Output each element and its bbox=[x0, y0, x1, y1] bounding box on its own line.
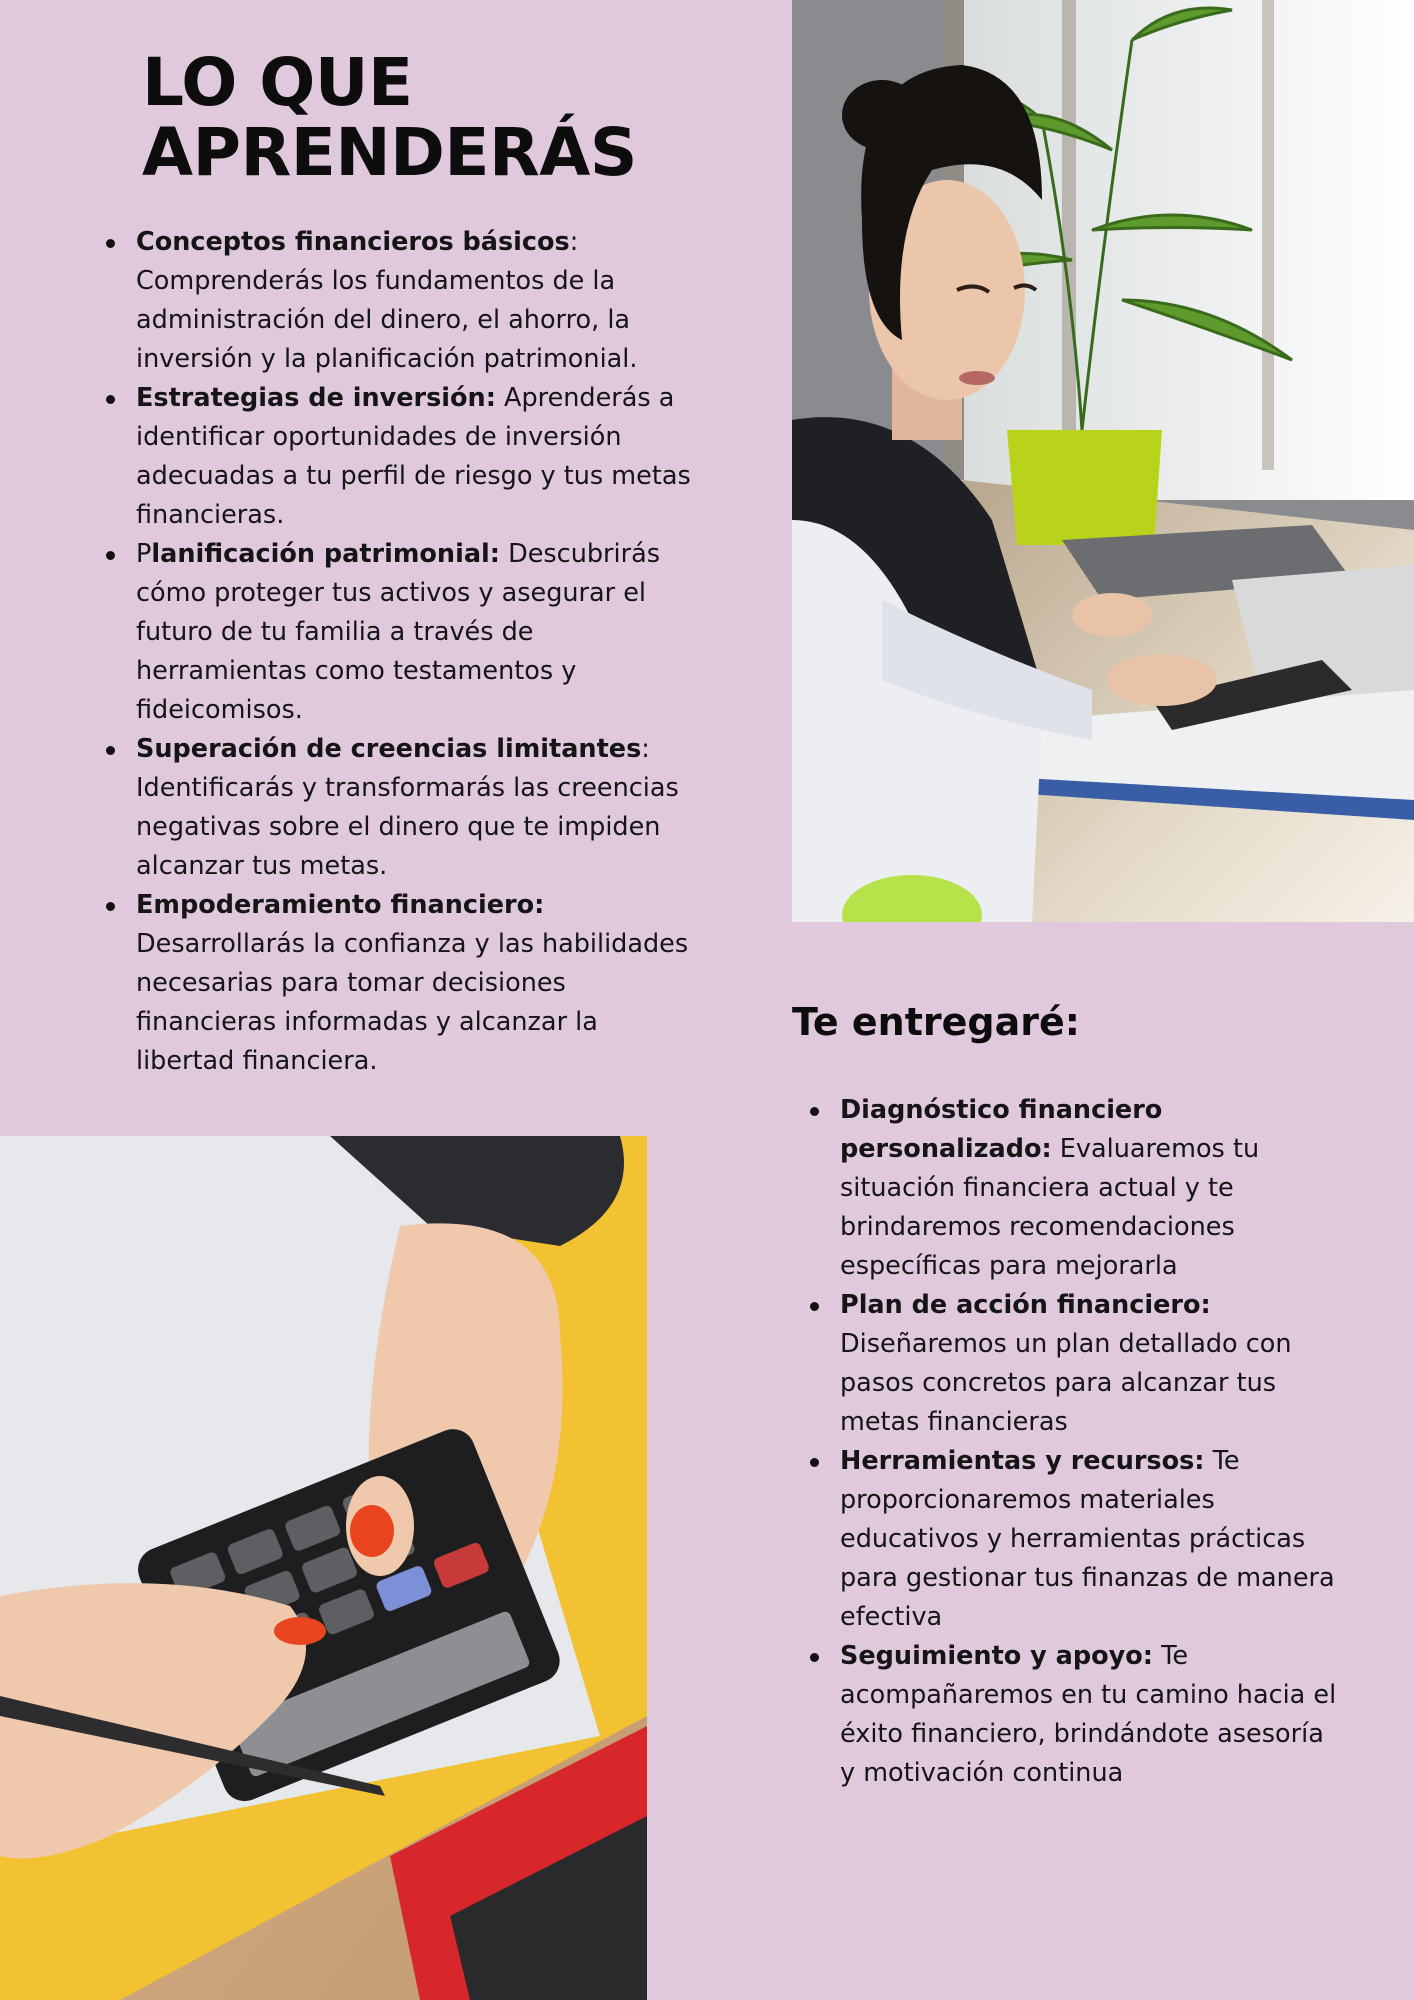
learn-item-bold: Empoderamiento financiero: bbox=[136, 890, 545, 920]
deliver-title: Te entregaré: bbox=[792, 1000, 1080, 1044]
deliver-item-bold: Seguimiento y apoyo: bbox=[840, 1641, 1153, 1671]
title-line-2: APRENDERÁS bbox=[142, 114, 637, 191]
learn-item-planning bbox=[102, 535, 702, 730]
learn-item-bold: Superación de creencias limitantes bbox=[136, 734, 642, 764]
photo-woman-calculator-illustration bbox=[792, 0, 1414, 922]
learn-item-text: : Comprenderás los fundamentos de la administración del dinero, el ahorro, la inversión y la planificación patrimonial. bbox=[136, 227, 638, 374]
learn-item-text: Aprenderás a identificar oportunidades de inversión adecuadas a tu perfil de riesgo y tus metas financieras. bbox=[136, 383, 691, 530]
learn-item-beliefs bbox=[102, 730, 702, 886]
deliver-item-text: Te proporcionaremos materiales educativos y herramientas prácticas para gestionar tus finanzas de manera efectiva bbox=[840, 1446, 1335, 1632]
deliver-item-text: Diseñaremos un plan detallado con pasos concretos para alcanzar tus metas financieras bbox=[840, 1329, 1292, 1437]
learn-item-empowerment bbox=[102, 886, 702, 1081]
learn-item-bold: Estrategias de inversión: bbox=[136, 383, 496, 413]
learn-item-text: Descubrirás cómo proteger tus activos y asegurar el futuro de tu familia a través de herramientas como testamentos y fideicomisos. bbox=[136, 539, 661, 725]
learn-item-bold: lanificación patrimonial: bbox=[151, 539, 500, 569]
learn-item-bold: Conceptos financieros básicos bbox=[136, 227, 570, 257]
deliver-item-tools bbox=[806, 1442, 1346, 1637]
deliver-item-text: Te acompañaremos en tu camino hacia el éxito financiero, brindándote asesoría y motivación continua bbox=[840, 1641, 1337, 1788]
learn-item-text: Desarrollarás la confianza y las habilidades necesarias para tomar decisiones financieras informadas y alcanzar la libertad financiera. bbox=[136, 929, 689, 1076]
learn-item-basics bbox=[102, 223, 702, 379]
learn-item-text: : Identificarás y transformarás las creencias negativas sobre el dinero que te impiden alcanzar tus metas. bbox=[136, 734, 679, 881]
learn-list bbox=[102, 223, 702, 1081]
photo-hands-calculator bbox=[0, 1136, 647, 2000]
deliver-item-bold: Diagnóstico financiero personalizado: bbox=[840, 1095, 1163, 1164]
page-title bbox=[142, 44, 762, 191]
photo-woman-calculator bbox=[792, 0, 1414, 922]
title-line-1: LO QUE bbox=[142, 44, 413, 121]
learn-item-prefix: P bbox=[136, 539, 152, 569]
deliver-list bbox=[806, 1091, 1346, 1793]
deliver-item-bold: Herramientas y recursos: bbox=[840, 1446, 1205, 1476]
deliver-item-diagnosis bbox=[806, 1091, 1346, 1286]
learn-item-investment bbox=[102, 379, 702, 535]
deliver-item-text: Evaluaremos tu situación financiera actual y te brindaremos recomendaciones específicas para mejorarla bbox=[840, 1134, 1260, 1281]
deliver-item-support bbox=[806, 1637, 1346, 1793]
deliver-item-bold: Plan de acción financiero: bbox=[840, 1290, 1211, 1320]
photo-hands-calculator-illustration bbox=[0, 1136, 647, 2000]
deliver-item-action-plan bbox=[806, 1286, 1346, 1442]
